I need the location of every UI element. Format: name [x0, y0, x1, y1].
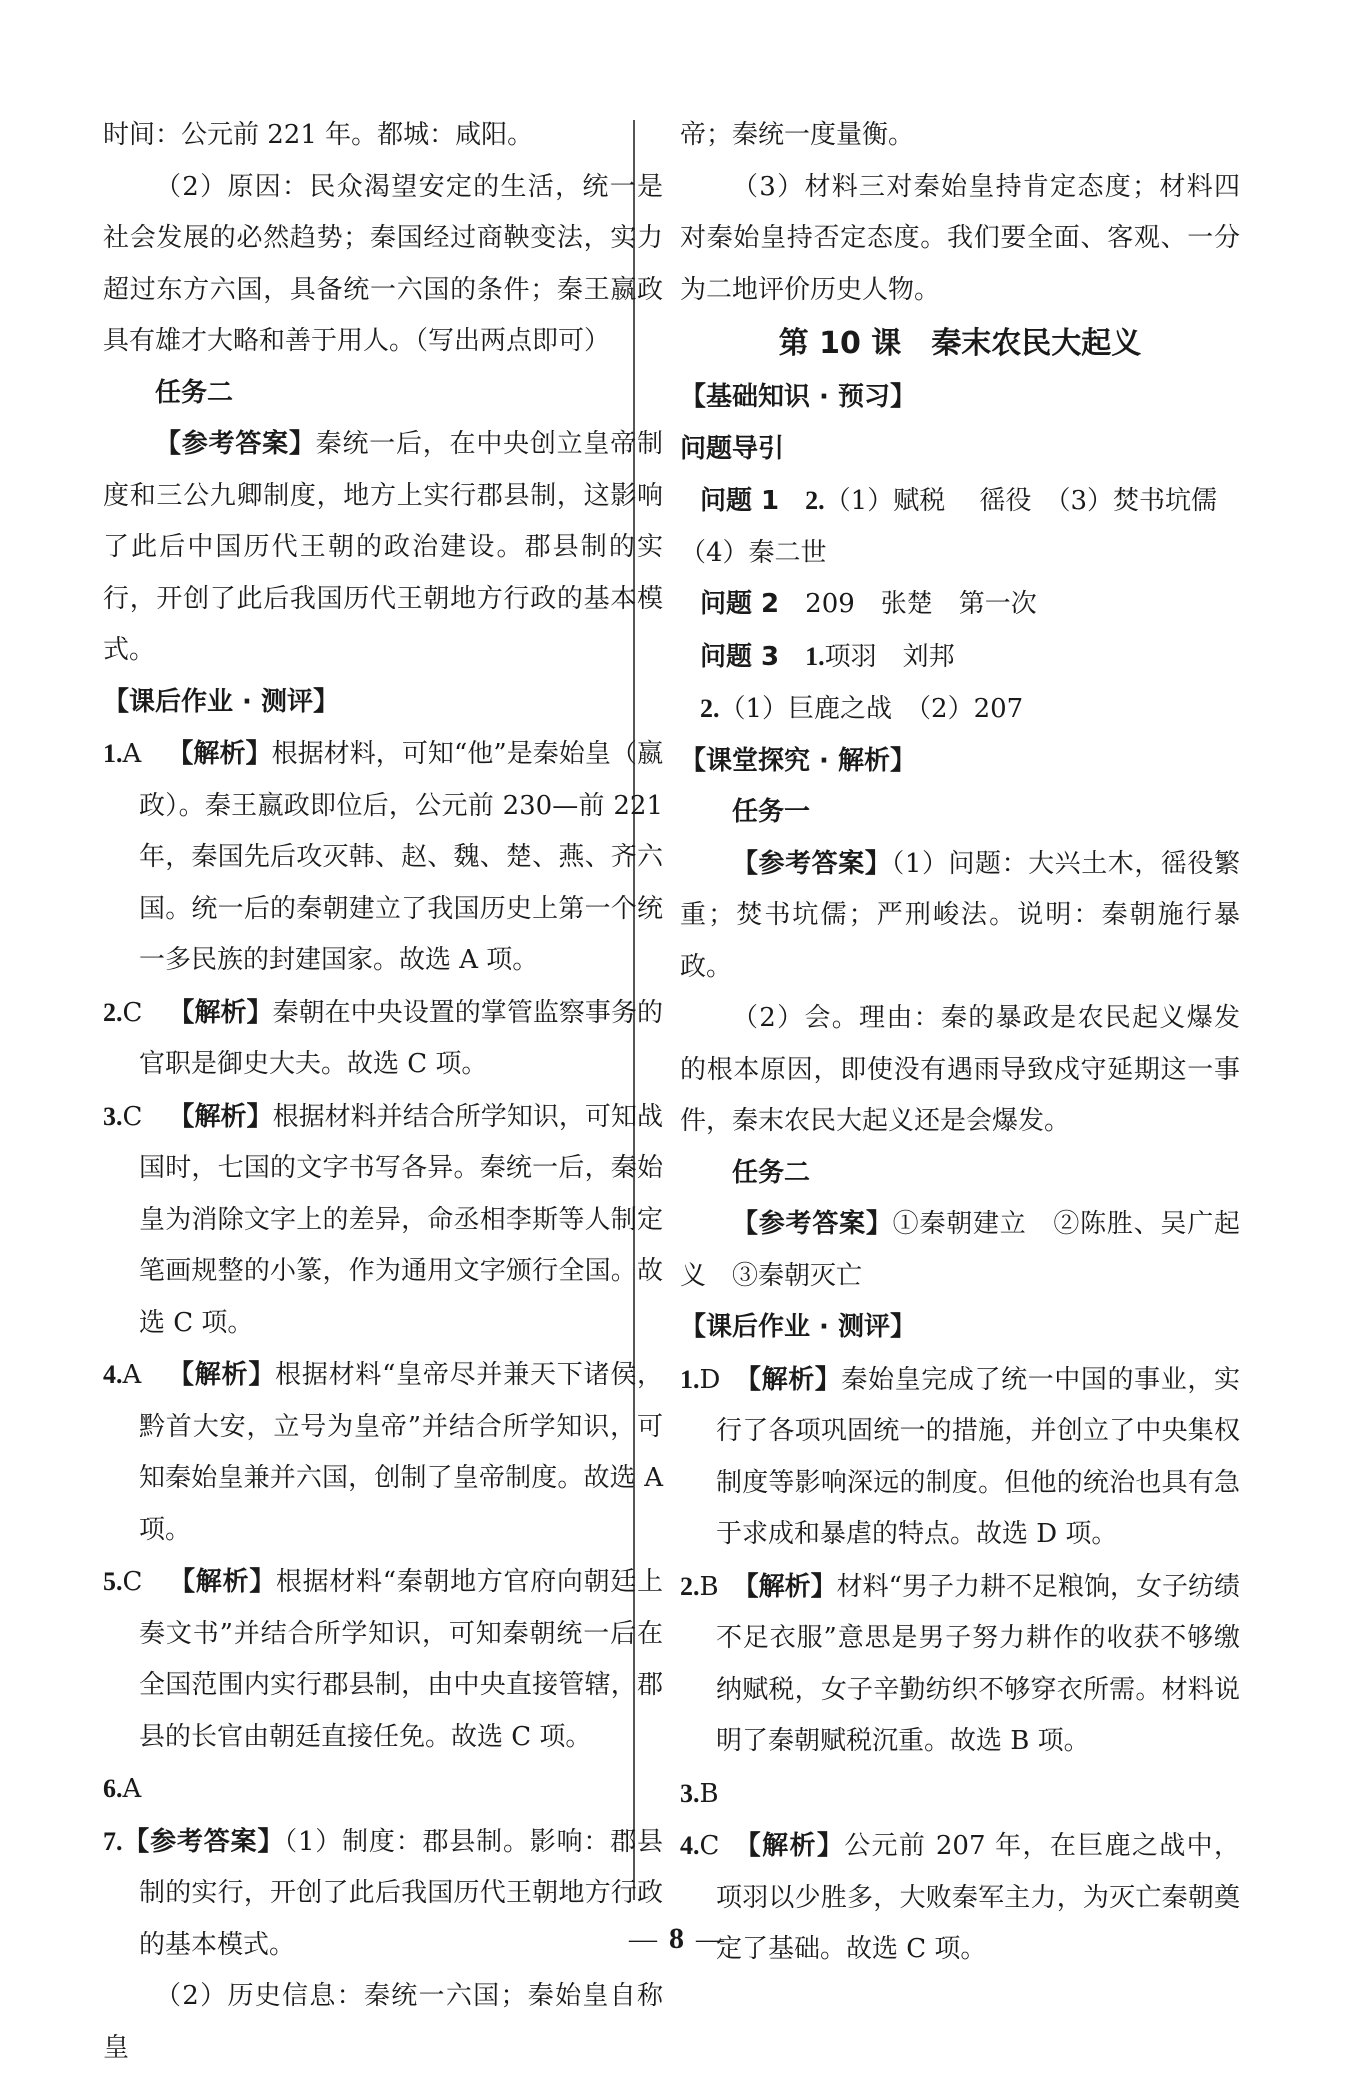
question-row: [680, 683, 1240, 736]
answer-label: 【参考答案】: [732, 848, 892, 879]
paragraph: （3）材料三对秦始皇持肯定态度；材料四对秦始皇持否定态度。我们要全面、客观、一分为二地评价历史人物。: [680, 171, 1240, 305]
question-number: 1.: [805, 641, 825, 671]
item-number: 1.: [680, 1364, 700, 1394]
question-number: 2.: [700, 694, 720, 723]
item-number: 7.: [103, 1826, 123, 1856]
right-column: [680, 110, 1240, 1976]
item-text: 秦朝在中央设置的掌管监察事务的官职是御史大夫。故选 C 项。: [139, 997, 663, 1079]
item-answer: A: [122, 1774, 142, 1804]
analysis-label: 【解析】: [167, 1360, 276, 1390]
item-answer: B: [699, 1571, 719, 1602]
section-title: 【课后作业 · 测评】: [103, 686, 339, 717]
item-answer: A: [122, 1360, 142, 1390]
item-answer: D: [699, 1364, 721, 1395]
item-text: 材料“男子力耕不足粮饷，女子纺绩不足衣服”意思是男子努力耕作的收获不够缴纳赋税，女子辛勤纺织不够穿衣所需。材料说明了秦朝赋税沉重。故选 B 项。: [716, 1571, 1240, 1756]
item-number: 4.: [103, 1360, 123, 1389]
section-title: 【课后作业 · 测评】: [680, 1312, 916, 1342]
item-text: 根据材料“秦朝地方官府向朝廷上奏文书”并结合所学知识，可知秦朝统一后在全国范围内实行郡县制，由中央直接管辖，郡县的长官由朝廷直接任免。故选 C 项。: [139, 1567, 663, 1752]
answer-item: [103, 1349, 663, 1556]
answer-label: 【参考答案】: [732, 1209, 893, 1239]
footer-dash-right: —: [696, 1924, 724, 1955]
task-heading: 任务二: [155, 377, 234, 408]
item-answer: C: [122, 997, 143, 1028]
item-answer: B: [699, 1778, 719, 1809]
question-number: 2.: [805, 486, 825, 515]
item-answer: C: [699, 1831, 720, 1861]
answer-paragraph: [103, 419, 663, 677]
analysis-label: 【解析】: [168, 1567, 276, 1597]
question-row: （4）秦二世: [680, 537, 827, 568]
paragraph: （2）原因：民众渴望安定的生活，统一是社会发展的必然趋势；秦国经过商鞅变法，实力超过东方六国，具备统一六国的条件；秦王嬴政具有雄才大略和善于用人。（写出两点即可）: [103, 171, 663, 356]
answer-item: [103, 1556, 663, 1763]
item-answer: C: [122, 1101, 143, 1132]
answer-item: [103, 987, 663, 1091]
analysis-label: 【解析】: [167, 739, 272, 769]
answer-label: 【参考答案】: [122, 1826, 285, 1857]
item-text: （1）制度：郡县制。影响：郡县制的实行，开创了此后我国历代王朝地方行政的基本模式。: [139, 1826, 663, 1960]
question-row: [680, 579, 1240, 631]
question-label: 问题 3: [700, 641, 780, 672]
question-text: 项羽 刘邦: [824, 641, 955, 672]
item-text: 公元前 207 年，在巨鹿之战中，项羽以少胜多，大败秦军主力，为灭亡秦朝奠定了基础。故选 C 项。: [716, 1831, 1240, 1964]
question-label: 问题 2: [700, 589, 780, 619]
answer-item: [680, 1561, 1240, 1768]
analysis-label: 【解析】: [734, 1364, 842, 1395]
analysis-label: 【解析】: [168, 1101, 273, 1132]
text-line: 帝；秦统一度量衡。: [680, 120, 915, 150]
section-title: 【课堂探究 · 解析】: [680, 745, 916, 776]
question-row: [680, 631, 1240, 684]
page-number: 8: [669, 1922, 684, 1955]
section-title: 【基础知识 · 预习】: [680, 382, 916, 412]
item-number: 1.: [103, 739, 123, 768]
item-answer: C: [122, 1567, 143, 1597]
item-number: 4.: [680, 1831, 700, 1860]
answer-text: 秦统一后，在中央创立皇帝制度和三公九卿制度，地方上实行郡县制，这影响了此后中国历代王朝的政治建设。郡县制的实行，开创了此后我国历代王朝地方行政的基本模式。: [103, 429, 663, 665]
item-number: 6.: [103, 1774, 123, 1803]
analysis-label: 【解析】: [168, 997, 273, 1028]
item-text: 根据材料“皇帝尽并兼天下诸侯，黔首大安，立号为皇帝”并结合所学知识，可知秦始皇兼并六国，创制了皇帝制度。故选 A 项。: [139, 1360, 663, 1545]
item-text: 根据材料，可知“他”是秦始皇（嬴政）。秦王嬴政即位后，公元前 230—前 221 年，秦国先后攻灭韩、赵、魏、楚、燕、齐六国。统一后的秦朝建立了我国历史上第一个统一多民族的封建国家。故选 A 项。: [139, 739, 663, 975]
item-number: 2.: [103, 997, 123, 1027]
item-answer: A: [122, 739, 142, 769]
task-heading: 任务二: [732, 1157, 811, 1188]
lesson-name: 秦末农民大起义: [931, 326, 1142, 361]
lesson-title: [680, 316, 1240, 372]
answer-item: [680, 1768, 1240, 1821]
question-text: （1）赋税 徭役 （3）焚书坑儒: [824, 486, 1218, 516]
question-text: 209 张楚 第一次: [805, 589, 1037, 619]
answer-paragraph: [680, 1199, 1240, 1302]
question-row: [680, 475, 1240, 528]
answer-item: [680, 1354, 1240, 1561]
answer-text: ①秦朝建立 ②陈胜、吴广起义 ③秦朝灭亡: [680, 1209, 1240, 1291]
footer-dash-left: —: [629, 1924, 657, 1955]
item-text: 根据材料并结合所学知识，可知战国时，七国的文字书写各异。秦统一后，秦始皇为消除文字上的差异，命丞相李斯等人制定笔画规整的小篆，作为通用文字颁行全国。故选 C 项。: [139, 1101, 663, 1338]
item-number: 2.: [680, 1571, 700, 1601]
answer-label: 【参考答案】: [155, 429, 316, 459]
answer-item: [103, 1091, 663, 1350]
question-text: （1）巨鹿之战 （2）207: [719, 694, 1024, 724]
page-footer: [0, 1922, 1353, 1956]
analysis-label: 【解析】: [733, 1831, 845, 1861]
task-heading: 任务一: [732, 797, 811, 827]
item-number: 5.: [103, 1567, 123, 1596]
answer-item: [103, 1763, 663, 1816]
paragraph: （2）会。理由：秦的暴政是农民起义爆发的根本原因，即使没有遇雨导致戍守延期这一事件，秦末农民大起义还是会爆发。: [680, 1003, 1240, 1136]
answer-paragraph: [680, 839, 1240, 994]
item-number: 3.: [103, 1101, 123, 1131]
paragraph: （2）历史信息：秦统一六国；秦始皇自称皇: [103, 1981, 663, 2063]
question-label: 问题 1: [700, 486, 780, 516]
answer-item: [103, 728, 663, 987]
left-column: [103, 110, 663, 2074]
lesson-number: 第 10 课: [778, 326, 902, 361]
answer-text: （1）问题：大兴土木，徭役繁重；焚书坑儒；严刑峻法。说明：秦朝施行暴政。: [680, 848, 1240, 982]
analysis-label: 【解析】: [732, 1571, 837, 1602]
text-line: 时间：公元前 221 年。都城：咸阳。: [103, 120, 534, 150]
subheading: 问题导引: [680, 433, 785, 464]
item-number: 3.: [680, 1778, 700, 1808]
item-text: 秦始皇完成了统一中国的事业，实行了各项巩固统一的措施，并创立了中央集权制度等影响深远的制度。但他的统治也具有急于求成和暴虐的特点。故选 D 项。: [716, 1364, 1240, 1549]
